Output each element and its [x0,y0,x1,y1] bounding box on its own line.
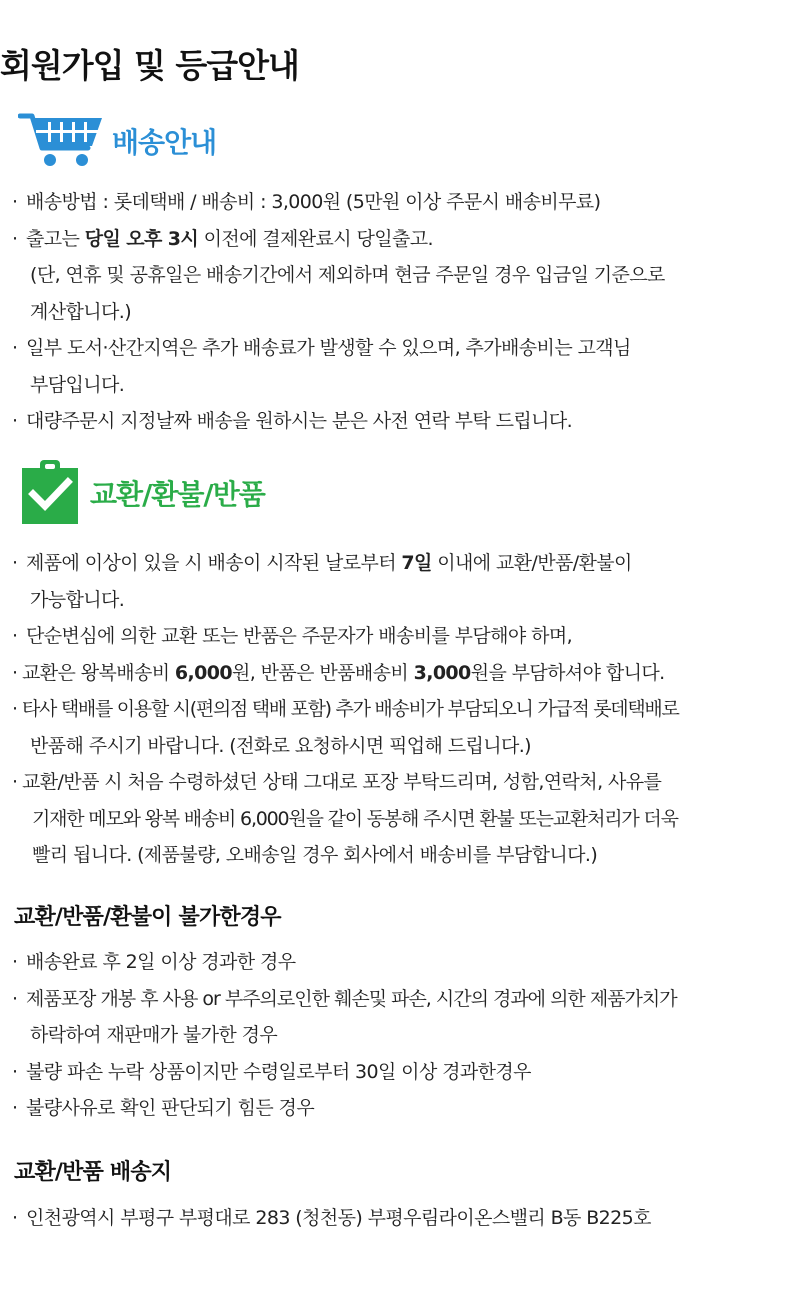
list-item: · 제품포장 개봉 후 사용 or 부주의로인한 훼손및 파손, 시간의 경과에 의한 제품가치가 하락하여 재판매가 불가한 경우 [12,981,677,1054]
page-title: 회원가입 및 등급안내 [0,46,299,85]
shipping-list [12,184,665,440]
bullet: · [12,987,18,1010]
bullet: · [12,698,18,720]
list-item: · 불량사유로 확인 판단되기 힘든 경우 [12,1090,677,1127]
return-address: 인천광역시 부평구 부평대로 283 (청천동) 부평우림라이온스밸리 B동 B225호 [26,1207,651,1229]
bullet: · [12,1207,18,1229]
bullet: · [12,227,18,250]
bullet: · [12,771,18,793]
return-address-list [12,1200,651,1237]
bullet: · [12,1060,18,1083]
return-address-title: 교환/반품 배송지 [14,1160,172,1185]
list-item: · 배송방법 : 롯데택배 / 배송비 : 3,000원 (5만원 이상 주문시 배송비무료) [12,184,665,221]
list-item: · 교환은 왕복배송비 6,000원, 반품은 반품배송비 3,000원을 부담하셔야 합니다. [12,655,679,692]
bullet: · [12,191,18,213]
list-item: · 교환/반품 시 처음 수령하셨던 상태 그대로 포장 부탁드리며, 성함,연락처, 사유를 기재한 메모와 왕복 배송비 6,000원을 같이 동봉해 주시면 환불 또는교환처리가 더욱 빨리 됩니다. (제품불량, 오배송일 경우 회사에서 배송비를 부담합니다.) [12,764,679,874]
list-item: · 출고는 당일 오후 3시 이전에 결제완료시 당일출고. (단, 연휴 및 공휴일은 배송기간에서 제외하며 현금 주문일 경우 입금일 기준으로 계산합니다.) [12,221,665,331]
exchange-list [12,545,679,874]
list-item: · 대량주문시 지정날짜 배송을 원하시는 분은 사전 연락 부탁 드립니다. [12,403,665,440]
shipping-section-header [18,106,216,176]
clipboard-check-icon [18,456,82,530]
list-item [12,1200,651,1237]
bullet: · [12,625,18,647]
bullet: · [12,1097,18,1119]
bullet: · [12,951,18,973]
exchange-section-title: 교환/환불/반품 [90,478,265,511]
list-item: · 불량 파손 누락 상품이지만 수령일로부터 30일 이상 경과한경우 [12,1054,677,1091]
list-item: · 일부 도서·산간지역은 추가 배송료가 발생할 수 있으며, 추가배송비는 고객님 부담입니다. [12,330,665,403]
bullet: · [12,410,18,432]
shopping-cart-icon [18,108,104,174]
list-item: · 배송완료 후 2일 이상 경과한 경우 [12,944,677,981]
list-item: · 제품에 이상이 있을 시 배송이 시작된 날로부터 7일 이내에 교환/반품/환불이 가능합니다. [12,545,679,618]
bullet: · [12,552,18,574]
not-allowed-title: 교환/반품/환불이 불가한경우 [14,905,281,930]
shipping-section-title: 배송안내 [112,126,217,159]
list-item: · 단순변심에 의한 교환 또는 반품은 주문자가 배송비를 부담해야 하며, [12,618,679,655]
list-item: · 타사 택배를 이용할 시(편의점 택배 포함) 추가 배송비가 부담되오니 가급적 롯데택배로 반품해 주시기 바랍니다. (전화로 요청하시면 픽업해 드립니다.) [12,691,679,764]
exchange-section-header [18,458,265,528]
bullet: · [12,661,18,684]
bullet: · [12,337,18,359]
not-allowed-list [12,944,677,1127]
